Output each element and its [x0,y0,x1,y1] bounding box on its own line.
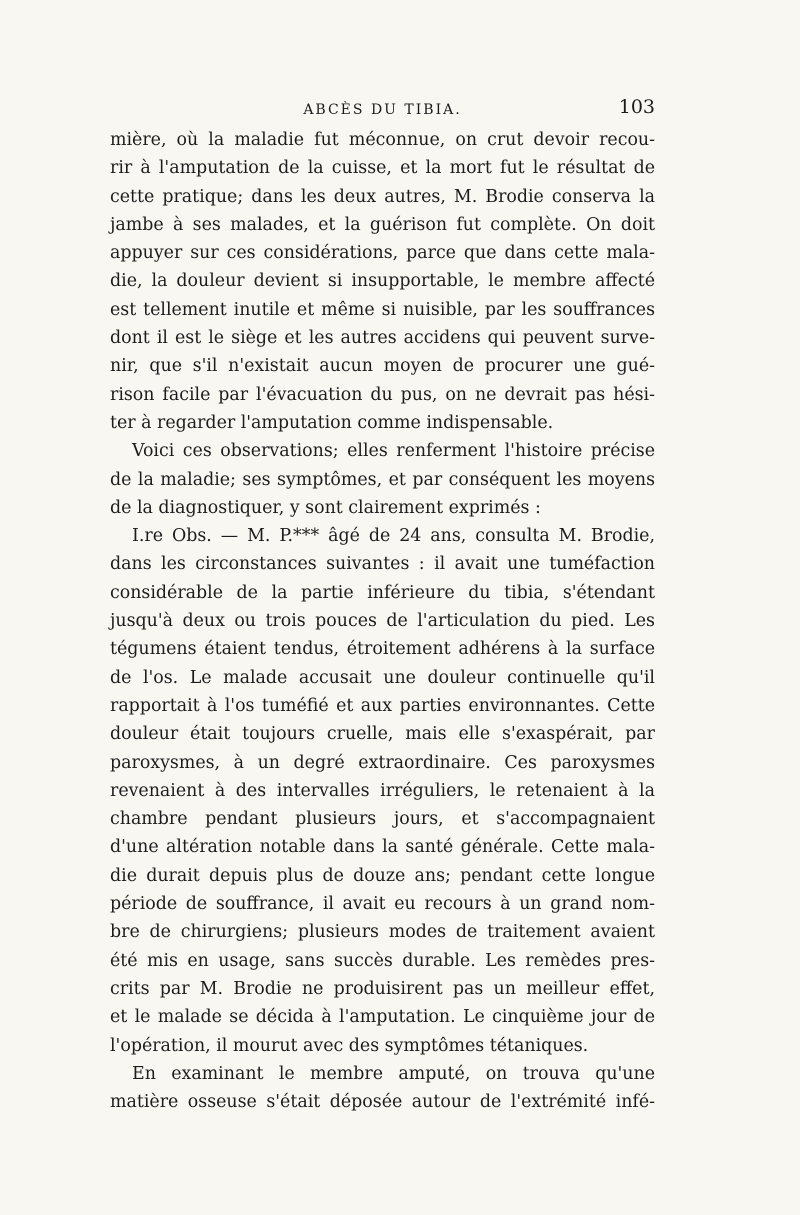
text-line: En examinant le membre amputé, on trouva qu'une [132,1063,655,1084]
text-line: die, la douleur devient si insupportable, le membre affecté [110,271,655,292]
text-line: crits par M. Brodie ne produisirent pas un meilleur effet, [110,978,655,999]
text-line: rapportait à l'os tuméfié et aux parties environnantes. Cette [110,695,655,716]
text-line: jambe à ses malades, et la guérison fut complète. On doit [110,214,655,235]
text-line: et le malade se décida à l'amputation. Le cinquième jour de [110,1007,655,1028]
text-line: rir à l'amputation de la cuisse, et la mort fut le résultat de [110,158,655,179]
body-text [110,126,655,1116]
text-line: bre de chirurgiens; plusieurs modes de traitement avaient [110,922,655,943]
text-line: douleur était toujours cruelle, mais elle s'exaspérait, par [110,724,655,745]
page-header [110,96,655,126]
text-line: die durait depuis plus de douze ans; pendant cette longue [110,865,655,886]
text-line: de la maladie; ses symptômes, et par conséquent les moyens [110,469,655,490]
text-line: appuyer sur ces considérations, parce que dans cette mala- [110,243,655,264]
text-line: l'opération, il mourut avec des symptômes tétaniques. [110,1035,589,1056]
observation-heading-line: I.re Obs. — M. P.*** âgé de 24 ans, consulta M. Brodie, [132,526,655,547]
text-line: revenaient à des intervalles irréguliers, le retenaient à la [110,780,655,801]
text-line: dont il est le siège et les autres accidens qui peuvent surve- [110,328,655,349]
text-line: est tellement inutile et même si nuisible, par les souffrances [110,299,655,320]
text-line: période de souffrance, il avait eu recours à un grand nom- [110,894,655,915]
text-line: paroxysmes, à un degré extraordinaire. Ces paroxysmes [110,752,655,773]
text-line: chambre pendant plusieurs jours, et s'accompagnaient [110,809,655,830]
text-line: mière, où la maladie fut méconnue, on crut devoir recou- [110,130,655,150]
text-line: ter à regarder l'amputation comme indispensable. [110,412,554,433]
text-line: jusqu'à deux ou trois pouces de l'articulation du pied. Les [110,611,655,632]
text-line: dans les circonstances suivantes : il avait une tuméfaction [110,554,655,575]
text-line: Voici ces observations; elles renferment l'histoire précise [132,441,655,462]
text-line: cette pratique; dans les deux autres, M. Brodie conserva la [110,186,655,207]
text-line: de la diagnostiquer, y sont clairement exprimés : [110,497,541,518]
text-line: été mis en usage, sans succès durable. Les remèdes pres- [110,950,655,971]
text-line: rison facile par l'évacuation du pus, on ne devrait pas hési- [110,384,655,405]
text-line: nir, que s'il n'existait aucun moyen de procurer une gué- [110,356,655,377]
text-line: matière osseuse s'était déposée autour de l'extrémité infé- [110,1092,655,1113]
text-line: considérable de la partie inférieure du tibia, s'étendant [110,582,655,603]
page-number: 103 [618,96,655,118]
text-line: de l'os. Le malade accusait une douleur continuelle qu'il [110,667,655,688]
text-line: d'une altération notable dans la santé générale. Cette mala- [110,837,655,858]
text-line: tégumens étaient tendus, étroitement adhérens à la surface [110,639,655,660]
running-title: ABCÈS DU TIBIA. [303,102,462,118]
